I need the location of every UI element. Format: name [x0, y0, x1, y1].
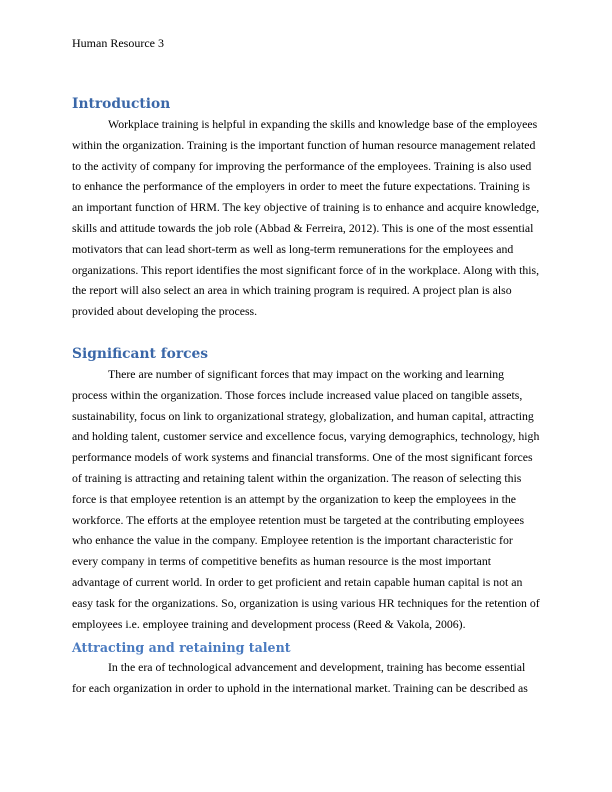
significant-forces-paragraph: There are number of significant forces that may impact on the working and learning process within the organization. Those forces include increased value placed on tangible assets, sustainability, focus on link to organizational strategy, globalization, and human capital, attracting and holding talent, customer service and excellence focus, varying demographics, technology, high performance models of work systems and financial transforms. One of the most significant forces of training is attracting and retaining talent within the organization. The reason of selecting this force is that employee retention is an attempt by the organization to keep the employees in the workforce. The efforts at the employee retention must be targeted at the contributing employees who enhance the value in the company. Employee retention is the important characteristic for every company in terms of competitive benefits as human resource is the most important advantage of current world. In order to get proficient and retain capable human capital is not an easy task for the organizations. So, organization is using various HR techniques for the retention of employees i.e. employee training and development process (Reed & Vakola, 2006). — [72, 366, 540, 631]
attracting-retaining-paragraph: In the era of technological advancement and development, training has become essential for each organization in order to uphold in the international market. Training can be described as — [72, 660, 528, 696]
introduction-paragraph: Workplace training is helpful in expanding the skills and knowledge base of the employees within the organization. Training is the important function of human resource management related to the activity of company for improving the performance of the employees. Training is also used to enhance the performance of the employers in order to meet the future expectations. Training is an important function of HRM. The key objective of training is to enhance and acquire knowledge, skills and attitude towards the job role (Abbad & Ferreira, 2012). This is one of the most essential motivators that can lead short-term as well as long-term remunerations for the employees and organizations. This report identifies the most significant force of in the workplace. Along with this, the report will also select an area in which training program is required. A project plan is also provided about developing the process. — [72, 117, 540, 319]
section-heading-introduction: Introduction — [72, 96, 171, 112]
section-spacer — [72, 322, 540, 344]
running-header: Human Resource 3 — [72, 36, 164, 50]
section-heading-significant-forces: Significant forces — [72, 345, 209, 362]
subsection-heading-attracting-retaining-talent: Attracting and retaining talent — [72, 640, 291, 656]
document-body — [72, 94, 540, 699]
